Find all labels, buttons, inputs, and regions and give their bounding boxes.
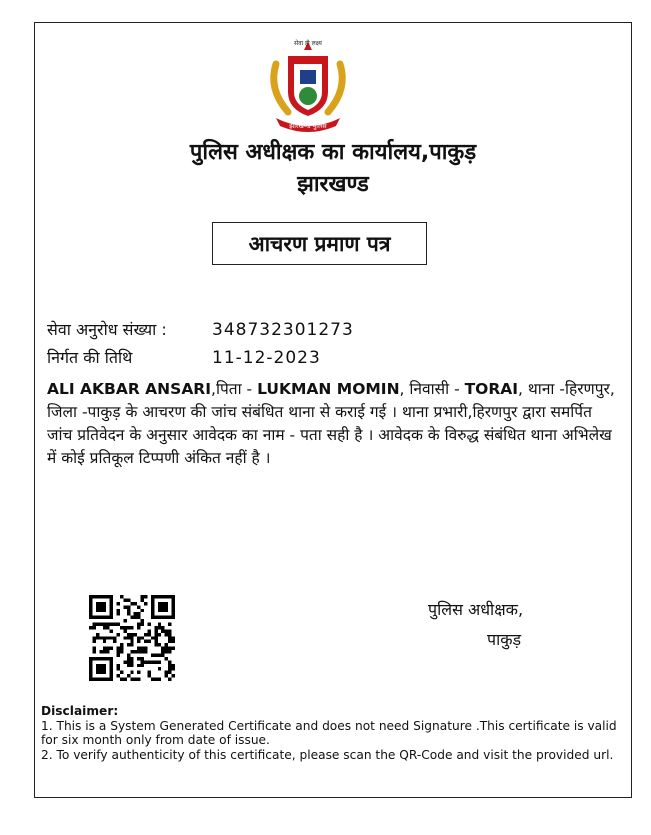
body-text-3: , थाना -हिरणपुर, जिला -पाकुड़ के आचरण की जांच संबंधित थाना से कराई गई । थाना प्रभारी,हिरणपुर द्वारा समर्पित जांच प्रतिवेदन के अनुसार आवेदक का नाम - पता सही है । आवेदक के विरुद्ध संबंधित थाना अभिलेख में कोई प्रतिकूल टिप्पणी अंकित नहीं है । xyxy=(47,380,615,467)
logo-banner: झारखण्ड पुलिस xyxy=(289,122,327,130)
body-text-1: ,पिता - xyxy=(211,380,258,398)
jharkhand-police-emblem xyxy=(258,34,358,134)
issue-date-label: निर्गत की तिथि xyxy=(47,348,133,367)
certificate-body xyxy=(47,378,621,470)
disclaimer-item-2: 2. To verify authenticity of this certificate, please scan the QR-Code and visit the provided url. xyxy=(41,747,614,762)
state-title: झारखण्ड xyxy=(297,172,369,197)
signatory-title: पुलिस अधीक्षक, xyxy=(428,600,524,619)
father-name: LUKMAN MOMIN xyxy=(257,380,400,398)
disclaimer-item-1: 1. This is a System Generated Certificate and does not need Signature .This certificate is valid for six month only from date of issue. xyxy=(41,718,617,748)
signatory-place: पाकुड़ xyxy=(487,630,522,649)
service-request-label: सेवा अनुरोध संख्या : xyxy=(47,320,167,339)
village-name: TORAI xyxy=(464,380,519,398)
disclaimer-section xyxy=(41,704,621,762)
body-text-2: , निवासी - xyxy=(399,380,465,398)
certificate-title: आचरण प्रमाण पत्र xyxy=(212,222,427,265)
qr-code-icon[interactable] xyxy=(89,595,175,681)
applicant-name: ALI AKBAR ANSARI xyxy=(47,380,212,398)
issue-date-row xyxy=(47,346,321,368)
service-request-number: 348732301273 xyxy=(212,320,354,340)
issue-date-value: 11-12-2023 xyxy=(212,348,321,368)
disclaimer-title: Disclaimer: xyxy=(41,704,119,718)
logo-motto: सेवा ही लक्ष्य xyxy=(294,40,322,47)
office-title: पुलिस अधीक्षक का कार्यालय,पाकुड़ xyxy=(189,140,477,165)
service-request-row xyxy=(47,318,354,340)
